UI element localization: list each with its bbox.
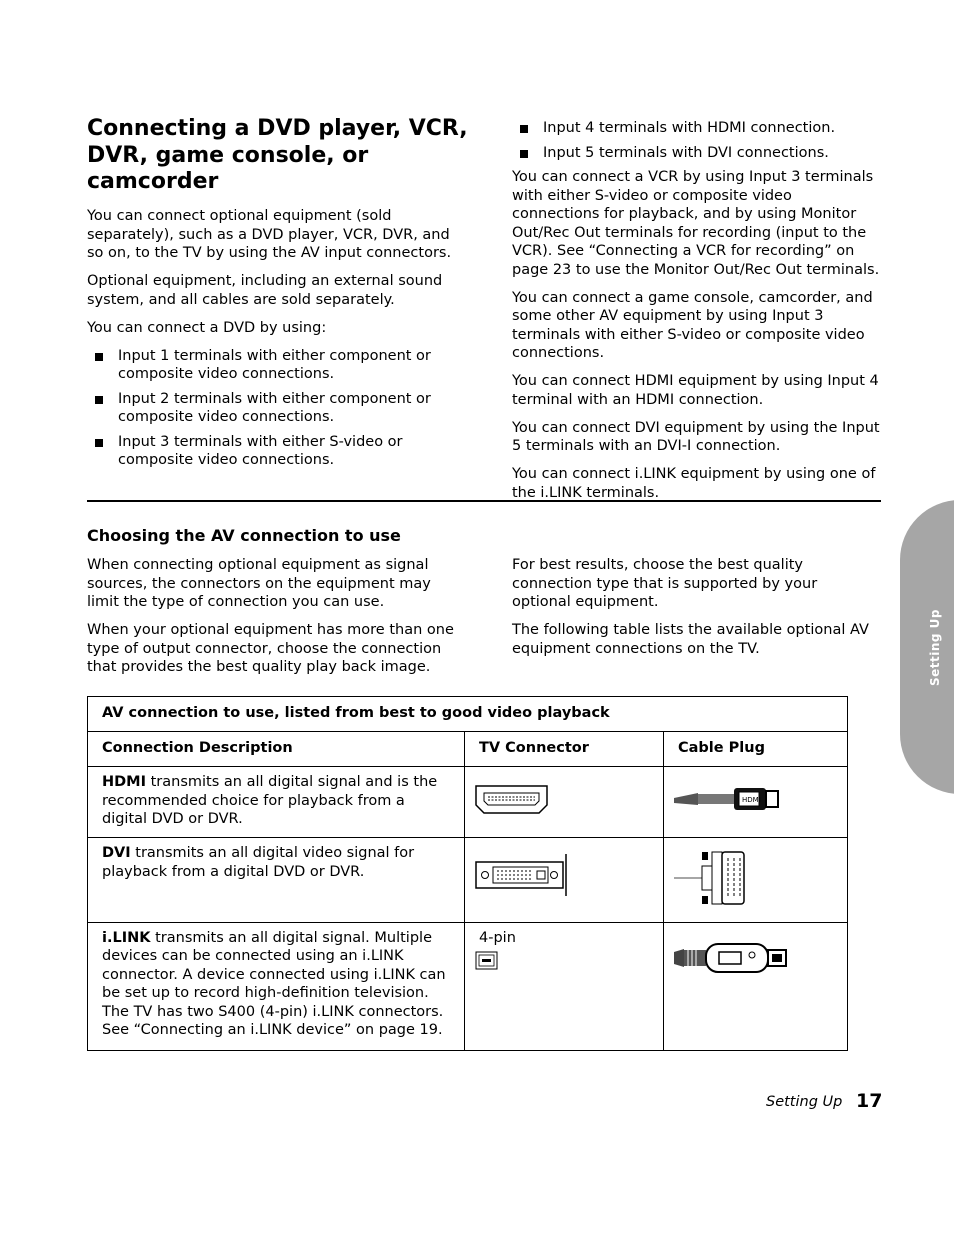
section-divider [87, 500, 881, 502]
section2-right-column [512, 556, 880, 668]
bullet-icon [520, 150, 528, 158]
ilink-tv-connector [465, 922, 664, 1050]
table-caption-row [88, 697, 848, 732]
list-item: Input 5 terminals with DVI connections. [512, 144, 880, 163]
av-connection-table [87, 696, 848, 1051]
footer-section-label: Setting Up [766, 1094, 843, 1110]
page-heading: Connecting a DVD player, VCR, DVR, game console, or camcorder [87, 116, 468, 194]
hdmi-plug-icon [674, 783, 784, 817]
dvd-intro-paragraph: You can connect a DVD by using: [87, 319, 327, 336]
vcr-paragraph: You can connect a VCR by using Input 3 terminals with either S-video or composite video connections for playback, and by using Monitor Out/Rec Out terminals for recording (input to the VCR). See “Connecting a VCR for recording” on page 23 to use the Monitor Out/Rec Out terminals. [512, 169, 880, 278]
left-column [87, 207, 457, 476]
column-header: TV Connector [465, 732, 664, 767]
table-row [88, 838, 848, 923]
side-tab-label: Setting Up [928, 608, 942, 686]
table-row [88, 767, 848, 838]
output-connector-paragraph: When your optional equipment has more than one type of output connector, choose the connection that provides the best quality play back image. [87, 622, 454, 675]
right-column [512, 119, 880, 512]
bullet-icon [95, 353, 103, 361]
ilink-pin-label: 4-pin [479, 929, 516, 946]
section-heading: Choosing the AV connection to use [87, 526, 401, 545]
dvi-port-icon [475, 854, 569, 896]
bullet-icon [95, 396, 103, 404]
dvi-plug-icon [674, 848, 764, 908]
hdmi-paragraph: You can connect HDMI equipment by using Input 4 terminal with an HDMI connection. [512, 373, 879, 408]
dvi-tv-connector [465, 838, 664, 923]
table-caption: AV connection to use, listed from best to good video playback [88, 697, 848, 732]
ilink-port-icon [475, 951, 499, 971]
table-header-row [88, 732, 848, 767]
game-console-paragraph: You can connect a game console, camcorder, and some other AV equipment by using Input 3 terminals with either S-video or composite video connections. [512, 289, 873, 361]
list-item: Input 2 terminals with either component or composite video connections. [87, 390, 457, 427]
dvi-description: DVI transmits an all digital video signal for playback from a digital DVD or DVR. [88, 838, 465, 923]
list-item: Input 4 terminals with HDMI connection. [512, 119, 880, 138]
dvd-input-list [87, 347, 457, 470]
hdmi-description: HDMI transmits an all digital signal and is the recommended choice for playback from a digital DVD or DVR. [88, 767, 465, 838]
list-item: Input 1 terminals with either component or composite video connections. [87, 347, 457, 384]
hdmi-dvi-input-list [512, 119, 880, 162]
dvi-paragraph: You can connect DVI equipment by using the Input 5 terminals with an DVI-I connection. [512, 419, 880, 454]
page-number: 17 [856, 1090, 883, 1112]
hdmi-port-icon [475, 785, 549, 815]
section2-left-column [87, 556, 457, 686]
signal-sources-paragraph: When connecting optional equipment as signal sources, the connectors on the equipment may limit the type of connection you can use. [87, 557, 431, 610]
hdmi-tv-connector [465, 767, 664, 838]
best-results-paragraph: For best results, choose the best quality connection type that is supported by your optional equipment. [512, 557, 818, 610]
hdmi-cable-plug [664, 767, 848, 838]
dvi-cable-plug [664, 838, 848, 923]
bullet-icon [520, 125, 528, 133]
column-header: Connection Description [88, 732, 465, 767]
column-header: Cable Plug [664, 732, 848, 767]
ilink-description: i.LINK transmits an all digital signal. Multiple devices can be connected using an i.LINK connector. A device connected using i.LINK can be set up to record high-definition television. The TV has two S400 (4-pin) i.LINK connectors. See “Connecting an i.LINK device” on page 19. [88, 922, 465, 1050]
intro-paragraph: You can connect optional equipment (sold separately), such as a DVD player, VCR, DVR, and so on, to the TV by using the AV input connectors. [87, 208, 452, 261]
optional-equipment-paragraph: Optional equipment, including an external sound system, and all cables are sold separately. [87, 273, 443, 308]
bullet-icon [95, 439, 103, 447]
side-tab [900, 500, 954, 794]
svg-text:HDMI: HDMI [742, 796, 761, 804]
ilink-plug-icon [674, 942, 790, 976]
list-item: Input 3 terminals with either S-video or composite video connections. [87, 433, 457, 470]
table-intro-paragraph: The following table lists the available optional AV equipment connections on the TV. [512, 622, 869, 657]
ilink-cable-plug [664, 922, 848, 1050]
table-row [88, 922, 848, 1050]
ilink-paragraph: You can connect i.LINK equipment by using one of the i.LINK terminals. [512, 466, 876, 501]
